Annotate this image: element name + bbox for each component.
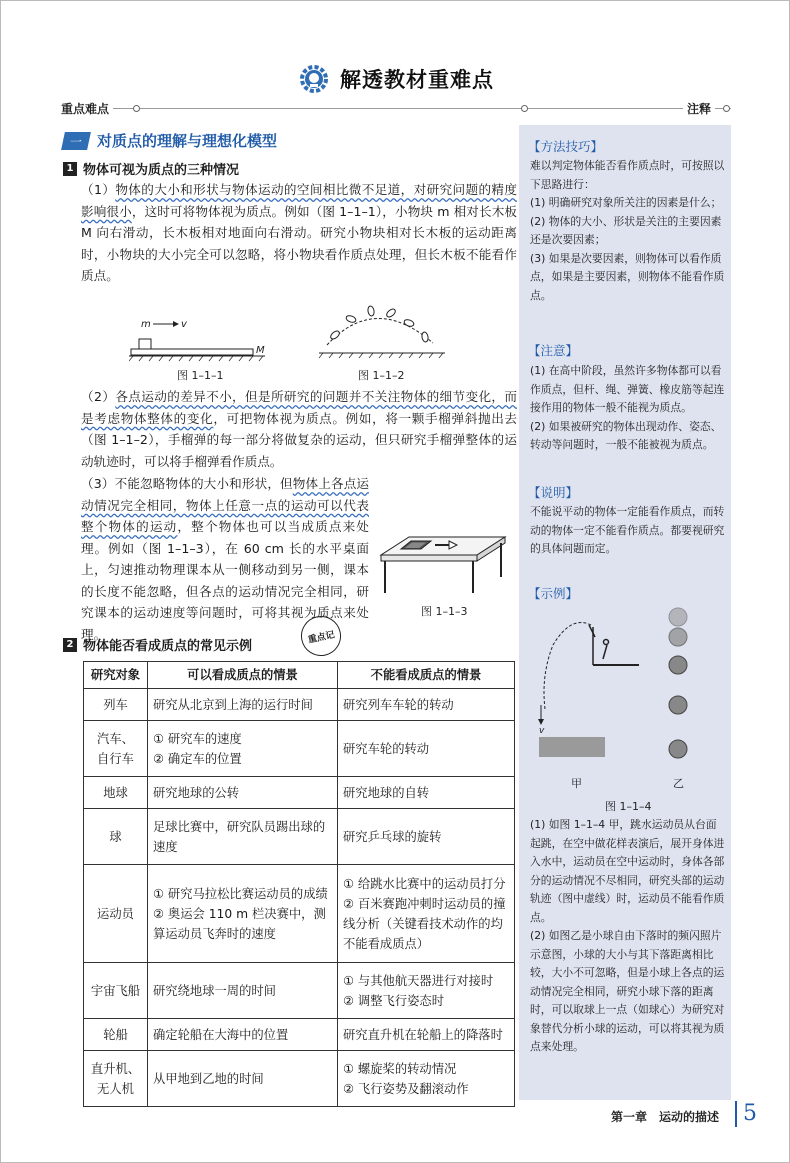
- paragraph-3-body: ，整个物体也可以当成质点来处理。例如（图 1–1–3），在 60 cm 长的水平桌面上，匀速推动物理课本从一侧移动到另一侧，课本的长度不能忽略，但各点的运动情况完全相同，研究课本的运动速度等问题时，可将其视为质点来处理。: [81, 519, 370, 642]
- paragraph-2-body: ，可把物体视为质点。例如，将一颗手榴弹斜抛出去（图 1–1–2），手榴弹的每一部分将做复杂的运动，但只研究手榴弹整体的运动轨迹时，可以将手榴弹看作质点。: [81, 410, 518, 469]
- table-row: [84, 1019, 515, 1051]
- paragraph-2: [81, 386, 517, 472]
- figure-1-1-4: [531, 605, 721, 795]
- table-row: [84, 689, 515, 721]
- table-cell: 轮船: [84, 1019, 148, 1051]
- paragraph-1: [81, 179, 517, 287]
- table-cell: 汽车、 自行车: [84, 721, 148, 777]
- subsection-title: [63, 635, 252, 654]
- table-cell: 研究列车车轮的转动: [338, 689, 515, 721]
- table-row: [84, 963, 515, 1019]
- page-header: [1, 59, 790, 99]
- subsection-number: 2: [63, 638, 77, 652]
- section-badge: 一: [61, 132, 91, 150]
- band-label-right: 注释: [683, 100, 715, 117]
- section-title-text: 对质点的理解与理想化模型: [97, 132, 278, 150]
- section-title: [63, 130, 277, 151]
- table-cell: 宇宙飞船: [84, 963, 148, 1019]
- figure-1-1-1-caption: 图 1–1–1: [177, 369, 224, 382]
- figure-1-1-1: [129, 313, 269, 363]
- table-cell: 足球比赛中，研究队员踢出球的速度: [148, 809, 338, 865]
- paragraph-1-key: 物体的大小和形状与物体运动的空间相比微不足道，对研究问题的精度影响很小: [81, 182, 517, 219]
- fig1-M-label: M: [256, 345, 265, 356]
- examples-table: [83, 661, 515, 1107]
- table-cell: 研究地球的公转: [148, 777, 338, 809]
- subsection-number: 1: [63, 162, 77, 176]
- subsection-title: [63, 159, 239, 178]
- table-cell: 地球: [84, 777, 148, 809]
- table-cell: ① 与其他航天器进行对接时 ② 调整飞行姿态时: [338, 963, 515, 1019]
- figure-1-1-3-caption: 图 1–1–3: [421, 605, 468, 618]
- note-heading: 【注意】: [528, 343, 579, 358]
- band-label-left: 重点难点: [61, 100, 113, 117]
- note-text: (1) 在高中阶段，虽然许多物体都可以看作质点，但杆、绳、弹簧、橡皮筋等起连接作用的物体一般不能视为质点。 (2) 如果被研究的物体出现动作、姿态、转动等问题时，一般不能被视为质点。: [530, 364, 725, 451]
- page-number: 5: [743, 1101, 757, 1126]
- table-cell: ① 研究马拉松比赛运动员的成绩 ② 奥运会 110 m 栏决赛中，测算运动员飞奔时的速度: [148, 865, 338, 963]
- figure-1-1-3: [373, 527, 511, 597]
- fig4-label-b: 乙: [673, 777, 684, 790]
- table-cell: 研究直升机在轮船上的降落时: [338, 1019, 515, 1051]
- table-cell: 研究地球的自转: [338, 777, 515, 809]
- method-heading: 【方法技巧】: [528, 139, 604, 154]
- table-row: [84, 809, 515, 865]
- table-cell: 从甲地到乙地的时间: [148, 1051, 338, 1107]
- paragraph-3-key: 物体上各点运动情况完全相同，物体上任意一点的运动可以代表整个物体的运动: [81, 476, 370, 534]
- explain-text: 不能说平动的物体一定能看作质点，而转动的物体一定不能看作质点。都要视研究的具体问题而定。: [530, 505, 725, 555]
- table-cell: 直升机、 无人机: [84, 1051, 148, 1107]
- band-dot-icon: [521, 105, 528, 112]
- table-cell: ① 研究车的速度 ② 确定车的位置: [148, 721, 338, 777]
- table-cell: ① 给跳水比赛中的运动员打分 ② 百米赛跑冲刺时运动员的撞线分析（关键看技术动作的均不能看成质点）: [338, 865, 515, 963]
- fig1-m-label: m: [141, 319, 151, 330]
- page-title: 解透教材重难点: [340, 68, 494, 92]
- table-cell: 研究从北京到上海的运行时间: [148, 689, 338, 721]
- table-cell: 研究车轮的转动: [338, 721, 515, 777]
- table-cell: ① 螺旋桨的转动情况 ② 飞行姿势及翻滚动作: [338, 1051, 515, 1107]
- chapter-footer: 第一章 运动的描述: [611, 1110, 720, 1124]
- figure-1-1-2: [319, 297, 447, 359]
- paragraph-1-lead: （1）: [81, 182, 116, 197]
- example-text: (1) 如图 1–1–4 甲，跳水运动员从台面起跳，在空中做花样表演后，展开身体进入水中，运动员在空中运动时，身体各部分的运动情况不尽相同，研究头部的运动轨迹（图中虚线）时，运动员不能看作质点。 (2) 如图乙是小球自由下落时的频闪照片示意图，小球的大小与其下落距离相比较，大小不可忽略，但是小球上各点的运动情况完全相同，研究小球下落的距离时，可以取球上一点（如球心）为研究对象替代分析小球的运动，可以将其视为质点来处理。: [530, 818, 725, 1053]
- table-row: [84, 865, 515, 963]
- fig4-label-a: 甲: [571, 777, 582, 790]
- table-cell: 研究绕地球一周的时间: [148, 963, 338, 1019]
- table-header-cell: 研究对象: [84, 662, 148, 689]
- table-cell: 球: [84, 809, 148, 865]
- footer-bar: [735, 1101, 737, 1127]
- fig4-v-label: v: [539, 726, 545, 736]
- table-cell: 确定轮船在大海中的位置: [148, 1019, 338, 1051]
- table-header-cell: 不能看成质点的情景: [338, 662, 515, 689]
- table-row: [84, 1051, 515, 1107]
- gear-brain-icon: [298, 63, 330, 95]
- stamp-label: 重点记: [307, 629, 336, 646]
- figure-1-1-2-caption: 图 1–1–2: [358, 369, 405, 382]
- figure-1-1-4-caption: 图 1–1–4: [605, 800, 652, 813]
- table-cell: 运动员: [84, 865, 148, 963]
- table-header-cell: 可以看成质点的情景: [148, 662, 338, 689]
- header-rule: [61, 108, 731, 109]
- method-text: 难以判定物体能否看作质点时，可按照以下思路进行： (1) 明确研究对象所关注的因素是什么； (2) 物体的大小、形状是关注的主要因素还是次要因素； (3) 如果是次要因素，则物体可以看作质点，如果是主要因素，则物体不能看作质点。: [530, 159, 725, 302]
- table-cell: 研究乒乓球的旋转: [338, 809, 515, 865]
- table-header-row: [84, 662, 515, 689]
- subsection-title-text: 物体可视为质点的三种情况: [83, 163, 240, 178]
- fig1-v-label: v: [181, 319, 187, 330]
- table-row: [84, 777, 515, 809]
- band-dot-icon: [723, 105, 730, 112]
- example-heading: 【示例】: [528, 586, 579, 601]
- explain-heading: 【说明】: [528, 485, 579, 500]
- paragraph-1-body: ，这时可将物体视为质点。例如（图 1–1–1），小物块 m 相对长木板 M 向右滑动，长木板相对地面向右滑动。研究小物块相对长木板的运动距离时，小物块的大小完全可以忽略，将小物块看作质点处理，但长木板不能看作质点。: [81, 203, 518, 283]
- paragraph-3-lead: （3）不能忽略物体的大小和形状，但: [81, 476, 293, 491]
- table-cell: 列车: [84, 689, 148, 721]
- band-dot-icon: [133, 105, 140, 112]
- paragraph-2-lead: （2）: [81, 389, 116, 404]
- paragraph-2-key: 各点运动的差异不小，但是所研究的问题并不关注物体的细节变化，而是考虑物体整体的变化: [81, 389, 517, 426]
- subsection-title-text: 物体能否看成质点的常见示例: [83, 639, 253, 654]
- table-row: [84, 721, 515, 777]
